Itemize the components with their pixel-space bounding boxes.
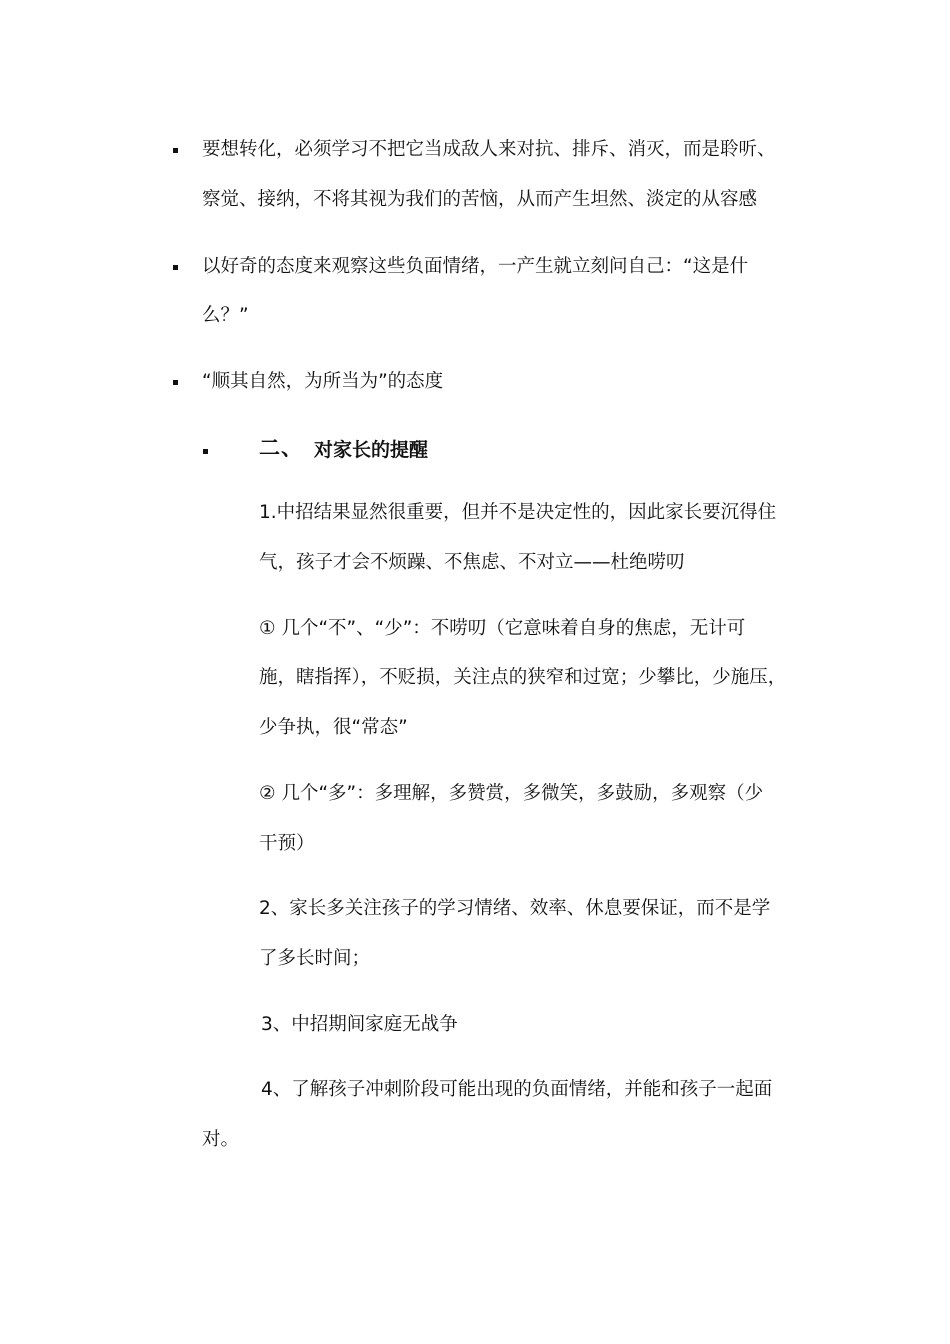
item-text-line: 对。 bbox=[202, 1129, 240, 1150]
item-text-line: 2、家长多关注孩子的学习情绪、效率、休息要保证，而不是学 bbox=[259, 898, 771, 919]
item-text-line: 气，孩子才会不烦躁、不焦虑、不对立——杜绝唠叨 bbox=[259, 552, 685, 573]
bullet-text-line: 要想转化，必须学习不把它当成敌人来对抗、排斥、消灭，而是聆听、 bbox=[202, 139, 776, 160]
bullet-text-line: 以好奇的态度来观察这些负面情绪，一产生就立刻问自己：“这是什 bbox=[202, 256, 749, 277]
item-text-line: 干预） bbox=[259, 833, 315, 854]
bullet-marker bbox=[203, 449, 208, 454]
item-text-line: 施，瞎指挥），不贬损，关注点的狭窄和过宽；少攀比，少施压， bbox=[259, 667, 787, 688]
item-text-line: 4、了解孩子冲刺阶段可能出现的负面情绪，并能和孩子一起面 bbox=[261, 1079, 773, 1100]
item-text-line: 少争执，很“常态” bbox=[259, 717, 408, 738]
section-title: 对家长的提醒 bbox=[314, 439, 429, 461]
item-text-line: ① 几个“不”、“少”：不唠叨（它意味着自身的焦虑，无计可 bbox=[259, 618, 746, 639]
item-text-line: 了多长时间； bbox=[259, 948, 371, 969]
item-text-line: 3、中招期间家庭无战争 bbox=[261, 1014, 458, 1035]
item-text-line: 1.中招结果显然很重要，但并不是决定性的，因此家长要沉得住 bbox=[259, 502, 777, 523]
bullet-marker bbox=[173, 265, 178, 270]
bullet-text-line: 么？” bbox=[202, 305, 249, 326]
bullet-text-line: “顺其自然，为所当为”的态度 bbox=[202, 371, 444, 392]
bullet-text-line: 察觉、接纳，不将其视为我们的苦恼，从而产生坦然、淡定的从容感 bbox=[202, 189, 758, 210]
item-text-line: ② 几个“多”：多理解，多赞赏，多微笑，多鼓励，多观察（少 bbox=[259, 783, 764, 804]
bullet-marker bbox=[173, 380, 178, 385]
bullet-marker bbox=[173, 148, 178, 153]
section-number: 二、 bbox=[259, 436, 303, 460]
